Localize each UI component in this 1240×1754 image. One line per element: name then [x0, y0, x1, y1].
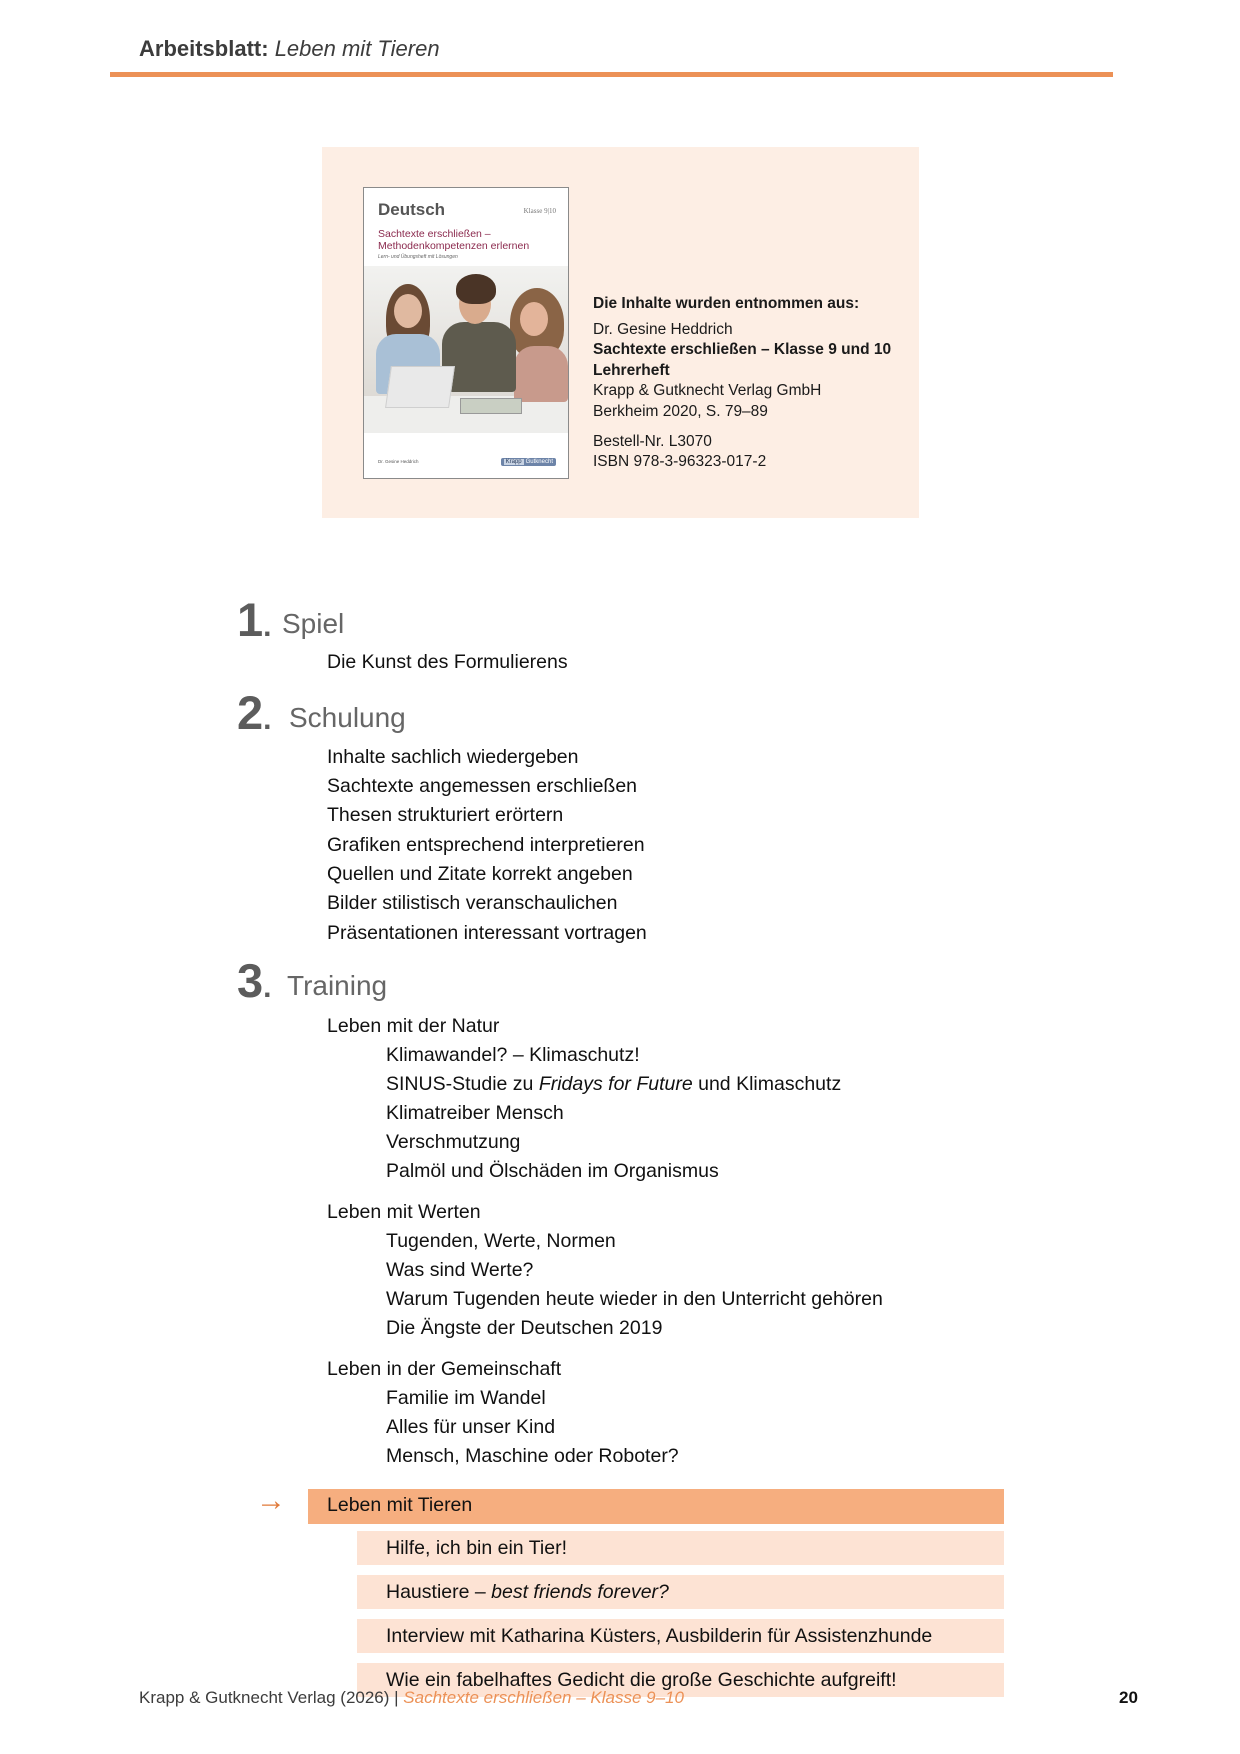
photo-person-body: [514, 346, 568, 402]
list-item: Die Kunst des Formulierens: [327, 651, 568, 673]
list-item: Thesen strukturiert erörtern: [327, 804, 564, 826]
list-item: Verschmutzung: [386, 1131, 521, 1153]
laptop-icon: [385, 366, 455, 408]
section-number: 2.: [237, 686, 272, 739]
current-arrow-icon: →: [256, 1484, 286, 1517]
citation-publisher: Krapp & Gutknecht Verlag GmbH: [593, 382, 822, 400]
list-item: Inhalte sachlich wiedergeben: [327, 746, 579, 768]
page-number: 20: [1119, 1688, 1138, 1707]
list-item: Warum Tugenden heute wieder in den Unterricht gehören: [386, 1288, 883, 1310]
citation-order-no: Bestell-Nr. L3070: [593, 432, 712, 450]
footer-series: Sachtexte erschließen – Klasse 9–10: [403, 1688, 684, 1707]
list-item: Interview mit Katharina Küsters, Ausbilderin für Assistenzhunde: [386, 1625, 933, 1647]
photo-person-body: [442, 322, 516, 392]
section-title-spiel: Spiel: [282, 608, 345, 639]
list-item: Sachtexte angemessen erschließen: [327, 775, 638, 797]
list-item: Quellen und Zitate korrekt angeben: [327, 863, 633, 885]
group-title-tieren: Leben mit Tieren: [327, 1494, 473, 1516]
cover-photo-students: [364, 266, 568, 433]
list-item: Hilfe, ich bin ein Tier!: [386, 1537, 567, 1559]
worksheet-topic: Leben mit Tieren: [274, 36, 440, 61]
list-item: Wie ein fabelhaftes Gedicht die große Geschichte aufgreift!: [386, 1669, 897, 1691]
citation-book-title: Sachtexte erschließen – Klasse 9 und 10: [593, 341, 892, 359]
citation-author: Dr. Gesine Heddrich: [593, 320, 733, 338]
list-item: Präsentationen interessant vortragen: [327, 922, 647, 944]
list-item: Mensch, Maschine oder Roboter?: [386, 1445, 679, 1467]
list-item: Palmöl und Ölschäden im Organismus: [386, 1160, 719, 1182]
book-icon: [460, 398, 522, 414]
logo-right: Gutknecht: [525, 459, 553, 465]
source-citation: [593, 294, 891, 473]
list-item: Bilder stilistisch veranschaulichen: [327, 892, 618, 914]
citation-edition: Lehrerheft: [593, 361, 670, 379]
photo-person-face: [520, 302, 548, 336]
list-item: Haustiere – best friends forever?: [386, 1581, 669, 1603]
list-item: Klimawandel? – Klimaschutz!: [386, 1044, 640, 1066]
section-title-training: Training: [287, 970, 388, 1001]
list-item: Was sind Werte?: [386, 1259, 534, 1281]
section-number: 1.: [237, 593, 272, 646]
group-title-werten: Leben mit Werten: [327, 1201, 481, 1223]
citation-lead: Die Inhalte wurden entnommen aus:: [593, 295, 860, 312]
photo-person-face: [394, 294, 422, 328]
footer-publisher: Krapp & Gutknecht Verlag (2026) |: [139, 1688, 404, 1707]
citation-isbn: ISBN 978-3-96323-017-2: [593, 453, 767, 471]
cover-subject: Deutsch: [378, 200, 446, 219]
section-number: 3.: [237, 954, 272, 1007]
cover-author: Dr. Gesine Heddrich: [378, 459, 419, 464]
section-title-schulung: Schulung: [289, 702, 406, 733]
group-title-natur: Leben mit der Natur: [327, 1015, 500, 1037]
cover-grade: Klasse 9|10: [523, 207, 556, 215]
list-item: Tugenden, Werte, Normen: [386, 1230, 616, 1252]
cover-subtitle: Lern- und Übungsheft mit Lösungen: [378, 254, 458, 260]
header-rule: [110, 72, 1113, 77]
list-item: Klimatreiber Mensch: [386, 1102, 564, 1124]
publisher-logo: [501, 458, 556, 466]
worksheet-title: [139, 36, 440, 62]
list-item: Familie im Wandel: [386, 1387, 546, 1409]
list-item: Die Ängste der Deutschen 2019: [386, 1317, 663, 1339]
footer-credit: [139, 1688, 684, 1708]
worksheet-label: Arbeitsblatt:: [139, 36, 269, 61]
citation-place-year: Berkheim 2020, S. 79–89: [593, 402, 768, 420]
book-cover: [363, 187, 569, 479]
list-item: Alles für unser Kind: [386, 1416, 556, 1438]
cover-title-line2: Methodenkompetenzen erlernen: [378, 240, 530, 252]
logo-left: Krapp: [505, 459, 522, 465]
cover-title-line1: Sachtexte erschließen –: [378, 228, 491, 240]
photo-person-hair: [456, 274, 496, 304]
list-item: SINUS-Studie zu Fridays for Future und Klimaschutz: [386, 1073, 842, 1095]
list-item: Grafiken entsprechend interpretieren: [327, 834, 645, 856]
cover-title: [378, 228, 563, 252]
group-title-gemeinschaft: Leben in der Gemeinschaft: [327, 1358, 562, 1380]
